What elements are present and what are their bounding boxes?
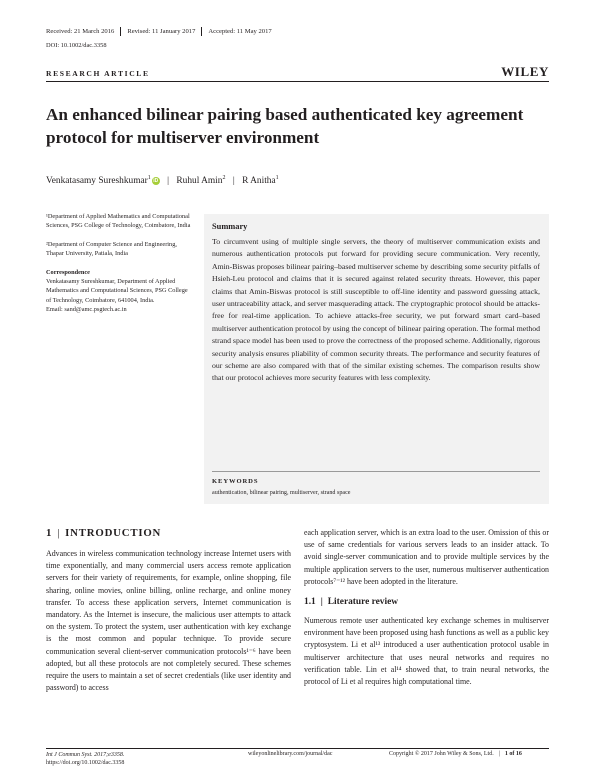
author-list — [46, 175, 279, 186]
affiliation: ¹Department of Applied Mathematics and Computational Sciences, PSG College of Technology, Coimbatore, India — [46, 213, 191, 230]
journal-citation: Int J Commun Syst. 2017;e3358. — [46, 752, 125, 758]
orcid-icon[interactable]: iD — [153, 178, 159, 185]
copyright: Copyright © 2017 John Wiley & Sons, Ltd. — [389, 751, 494, 757]
author-affiliation-mark: 2 — [222, 175, 226, 181]
author-separator: | — [167, 176, 170, 187]
subsection-number: 1.1 — [304, 597, 316, 608]
summary-text: To circumvent using of multiple single servers, the theory of multiserver communication exists and numerous authentication protocols put forward for providing secure communication. Very recently, Amin-Biswas proposes bilinear pairing–based multiserver scheme by describing some security pitfalls of Hsieh-Leu protocol and claims that it is secured against related security threats. However, this paper claims that Amin-Biswas protocol is still susceptible to off-line identity and password guessing attack, user untraceability attack, and server masquerading attack. The cryptographic protocol should be attacks-free for real-time application. To achieve attacks-free security, we put forward smart card–based multiserver authentication protocol by using the concept of bilinear pairing operation. The formal method strand space model has been used to prove the correctness of the proposed scheme. Additionally, rigorous security analysis ensures pliability of common security threats. The performance and security features of our scheme are also compared with that of the similar existing schemes. The comparison results show that our protocol achieves more security features with less complexity. — [212, 237, 540, 383]
article-type: RESEARCH ARTICLE — [46, 69, 150, 78]
subsection-heading — [304, 597, 549, 607]
section-heading — [46, 527, 291, 539]
footer-right — [389, 751, 522, 757]
subsection-separator: | — [320, 597, 323, 608]
summary-heading: Summary — [212, 222, 248, 231]
subsection-title: Literature review — [327, 597, 398, 608]
paper-title: An enhanced bilinear pairing based authenticated key agreement protocol for multiserver environment — [46, 105, 524, 147]
body-column-right — [304, 527, 549, 688]
doi-link[interactable]: https://doi.org/10.1002/dac.3358 — [46, 760, 125, 767]
keywords-heading: KEYWORDS — [212, 478, 259, 485]
keywords-list: authentication, bilinear pairing, multiserver, strand space — [212, 490, 351, 496]
author-name: R Anitha — [242, 176, 276, 187]
keywords-divider — [212, 471, 540, 472]
footer-citation — [46, 751, 124, 768]
publisher-logo: WILEY — [501, 64, 549, 79]
author-name: Venkatasamy Sureshkumar — [46, 176, 148, 187]
intro-paragraph: Advances in wireless communication technology increase Internet users with time exponentially, and many commercial users access remote application servers for their variety of requirements, for example, online shopping, file sharing, online movies, online billing, online recharge, and online money transfer. To access these application servers, Internet communication is mandatory. As the Internet is insecure, the malicious user attempts to attack on the system. To protect the system, user authentication with key exchange is the most common and popular technique. To provide secure communication several client-server communication protocols¹⁻⁶ have been adopted, but all these protocols are not completely secured. These schemes require the users to maintain a set of secret credentials (like user identity and password) to access — [46, 549, 291, 693]
affiliation: ²Department of Computer Science and Engineering, Thapar University, Patiala, India — [46, 240, 177, 258]
author-affiliation-mark: 1 — [275, 175, 279, 181]
section-separator: | — [57, 527, 61, 539]
author-name: Ruhul Amin — [176, 176, 223, 187]
footer-rule — [46, 748, 549, 749]
literature-paragraph: Numerous remote user authenticated key exchange schemes in multiserver environment have been proposed using hash functions as well as a public key cryptosystem. Li et al¹³ introduced a user authentication protocol usable in multiserver architecture that uses neural networks and requires no verification table. Lin et al¹⁴ showed that, to train neural networks, the protocol of Li et al requires high computational time. — [304, 616, 549, 687]
received-date: Received: 21 March 2016 — [46, 28, 115, 36]
body-column-left — [46, 527, 291, 694]
header-rule — [46, 81, 549, 82]
intro-paragraph-continued: each application server, which is an extra load to the user. Omission of this or use of same credentials for various servers leads to an insider attack. To avoid single-server communication and to provide multiple services by the multiple application servers to the user, numerous multiserver authentication protocols⁷⁻¹² have been adopted in the literature. — [304, 528, 549, 586]
affiliations-panel — [46, 212, 194, 315]
correspondence-text: Venkatasamy Sureshkumar, Department of Applied Mathematics and Computational Sciences, PSG College of Technology, Coimbatore, 641004, India. — [46, 278, 188, 304]
journal-site-link[interactable]: wileyonlinelibrary.com/journal/dac — [248, 751, 333, 757]
section-number: 1 — [46, 527, 53, 539]
revised-date: Revised: 11 January 2017 — [127, 28, 196, 36]
article-dates — [46, 27, 272, 36]
author-affiliation-mark: 1 — [147, 175, 151, 181]
correspondence-email[interactable]: Email: sand@amc.psgtech.ac.in — [46, 306, 127, 314]
summary-box — [204, 214, 549, 504]
correspondence-heading: Correspondence — [46, 268, 90, 276]
section-title: INTRODUCTION — [65, 527, 162, 539]
doi[interactable]: DOI: 10.1002/dac.3358 — [46, 42, 107, 49]
footer-separator: | — [498, 751, 500, 757]
page-number: 1 of 16 — [504, 751, 522, 757]
author-separator: | — [232, 176, 235, 187]
accepted-date: Accepted: 11 May 2017 — [208, 28, 272, 36]
